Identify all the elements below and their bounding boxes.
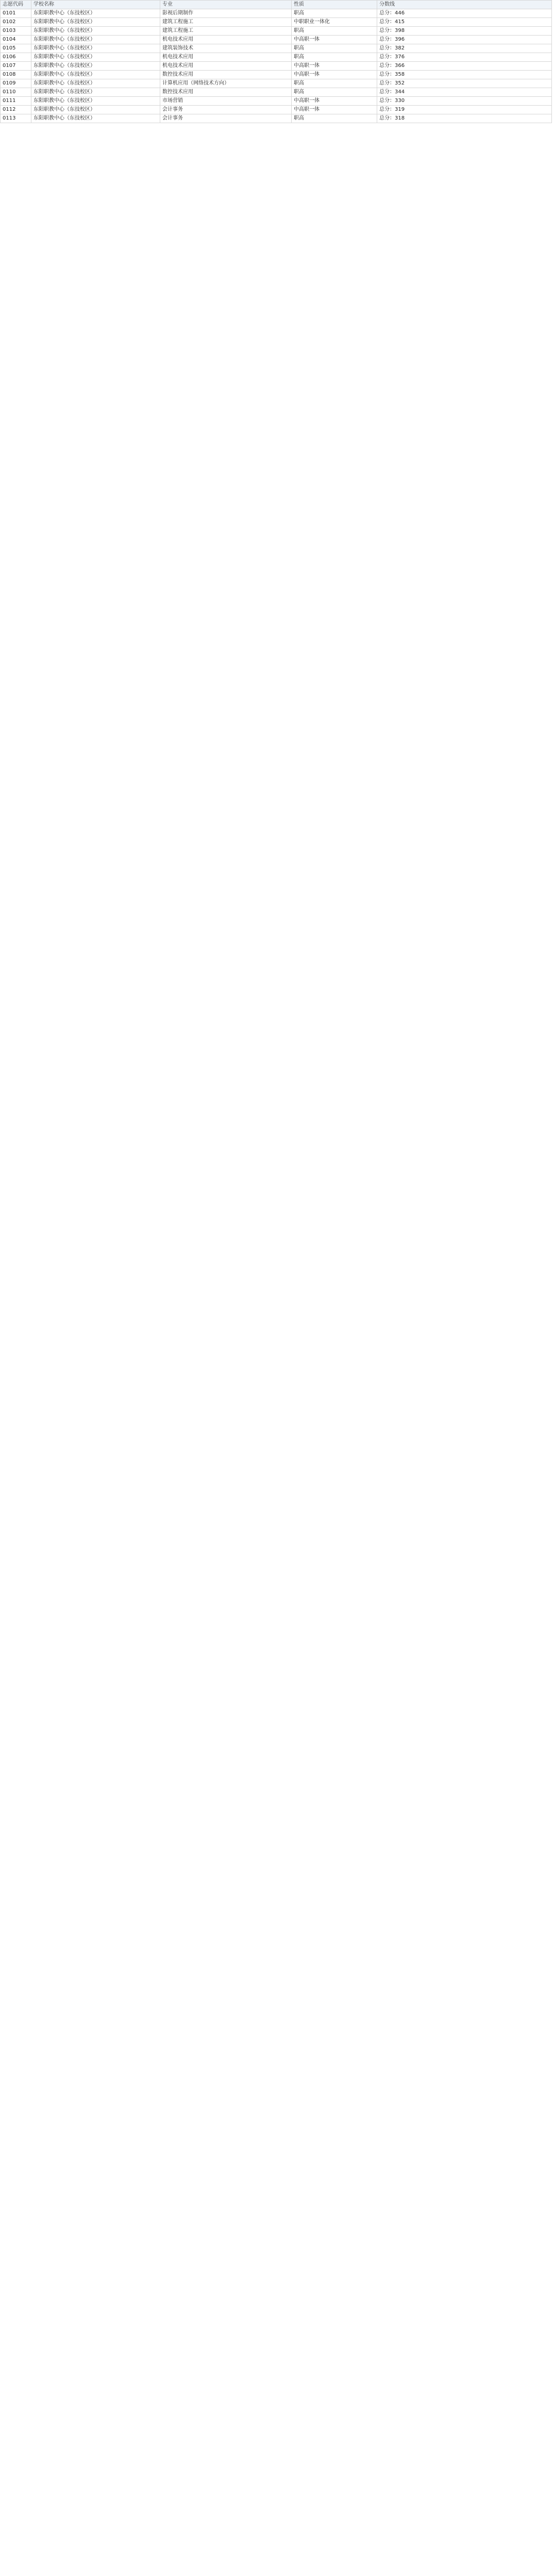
- major-cell: 计算机应用（网络技术方向）: [160, 79, 292, 88]
- school-cell: 东阳职教中心（东技校区）: [31, 88, 160, 97]
- score-cell: 总分：319: [377, 106, 552, 114]
- code-cell: 0113: [1, 114, 31, 123]
- code-cell: 0112: [1, 106, 31, 114]
- table-row: [1, 79, 552, 88]
- score-cell: 总分：330: [377, 97, 552, 106]
- school-cell: 东阳职教中心（东技校区）: [31, 53, 160, 62]
- major-cell: 会计事务: [160, 114, 292, 123]
- type-cell: 职高: [292, 53, 377, 62]
- school-cell: 东阳职教中心（东技校区）: [31, 71, 160, 79]
- type-cell: 职高: [292, 79, 377, 88]
- score-cell: 总分：344: [377, 88, 552, 97]
- school-cell: 东阳职教中心（东技校区）: [31, 9, 160, 18]
- admission-table: [0, 0, 552, 123]
- major-cell: 建筑工程施工: [160, 18, 292, 27]
- type-cell: 职高: [292, 44, 377, 53]
- header-code: 志愿代码: [1, 1, 31, 9]
- code-cell: 0103: [1, 27, 31, 36]
- table-row: [1, 9, 552, 18]
- school-cell: 东阳职教中心（东技校区）: [31, 62, 160, 71]
- major-cell: 数控技术应用: [160, 71, 292, 79]
- table-row: [1, 53, 552, 62]
- table-row: [1, 97, 552, 106]
- major-cell: 市场营销: [160, 97, 292, 106]
- type-cell: 职高: [292, 9, 377, 18]
- table-row: [1, 27, 552, 36]
- type-cell: 职高: [292, 114, 377, 123]
- code-cell: 0111: [1, 97, 31, 106]
- score-cell: 总分：415: [377, 18, 552, 27]
- table-row: [1, 88, 552, 97]
- type-cell: 中高职一体: [292, 62, 377, 71]
- code-cell: 0106: [1, 53, 31, 62]
- table-header-row: [1, 1, 552, 9]
- major-cell: 影视后期制作: [160, 9, 292, 18]
- header-score: 分数线: [377, 1, 552, 9]
- school-cell: 东阳职教中心（东技校区）: [31, 27, 160, 36]
- code-cell: 0105: [1, 44, 31, 53]
- table-row: [1, 36, 552, 44]
- code-cell: 0101: [1, 9, 31, 18]
- code-cell: 0107: [1, 62, 31, 71]
- major-cell: 会计事务: [160, 106, 292, 114]
- major-cell: 建筑工程施工: [160, 27, 292, 36]
- code-cell: 0104: [1, 36, 31, 44]
- table-row: [1, 44, 552, 53]
- type-cell: 中高职一体: [292, 97, 377, 106]
- type-cell: 中职职业一体化: [292, 18, 377, 27]
- school-cell: 东阳职教中心（东技校区）: [31, 106, 160, 114]
- score-cell: 总分：366: [377, 62, 552, 71]
- code-cell: 0110: [1, 88, 31, 97]
- school-cell: 东阳职教中心（东技校区）: [31, 36, 160, 44]
- type-cell: 中高职一体: [292, 106, 377, 114]
- header-school: 学校名称: [31, 1, 160, 9]
- score-cell: 总分：396: [377, 36, 552, 44]
- school-cell: 东阳职教中心（东技校区）: [31, 97, 160, 106]
- type-cell: 职高: [292, 88, 377, 97]
- school-cell: 东阳职教中心（东技校区）: [31, 114, 160, 123]
- score-cell: 总分：398: [377, 27, 552, 36]
- code-cell: 0102: [1, 18, 31, 27]
- type-cell: 中高职一体: [292, 36, 377, 44]
- major-cell: 机电技术应用: [160, 53, 292, 62]
- school-cell: 东阳职教中心（东技校区）: [31, 44, 160, 53]
- major-cell: 机电技术应用: [160, 36, 292, 44]
- school-cell: 东阳职教中心（东技校区）: [31, 79, 160, 88]
- score-cell: 总分：382: [377, 44, 552, 53]
- code-cell: 0109: [1, 79, 31, 88]
- table-row: [1, 106, 552, 114]
- table-row: [1, 62, 552, 71]
- code-cell: 0108: [1, 71, 31, 79]
- major-cell: 数控技术应用: [160, 88, 292, 97]
- table-row: [1, 71, 552, 79]
- type-cell: 职高: [292, 27, 377, 36]
- major-cell: 机电技术应用: [160, 62, 292, 71]
- score-cell: 总分：318: [377, 114, 552, 123]
- table-row: [1, 114, 552, 123]
- score-cell: 总分：352: [377, 79, 552, 88]
- table-row: [1, 18, 552, 27]
- header-type: 性质: [292, 1, 377, 9]
- type-cell: 中高职一体: [292, 71, 377, 79]
- score-cell: 总分：446: [377, 9, 552, 18]
- major-cell: 建筑装饰技术: [160, 44, 292, 53]
- score-cell: 总分：376: [377, 53, 552, 62]
- school-cell: 东阳职教中心（东技校区）: [31, 18, 160, 27]
- score-cell: 总分：358: [377, 71, 552, 79]
- header-major: 专业: [160, 1, 292, 9]
